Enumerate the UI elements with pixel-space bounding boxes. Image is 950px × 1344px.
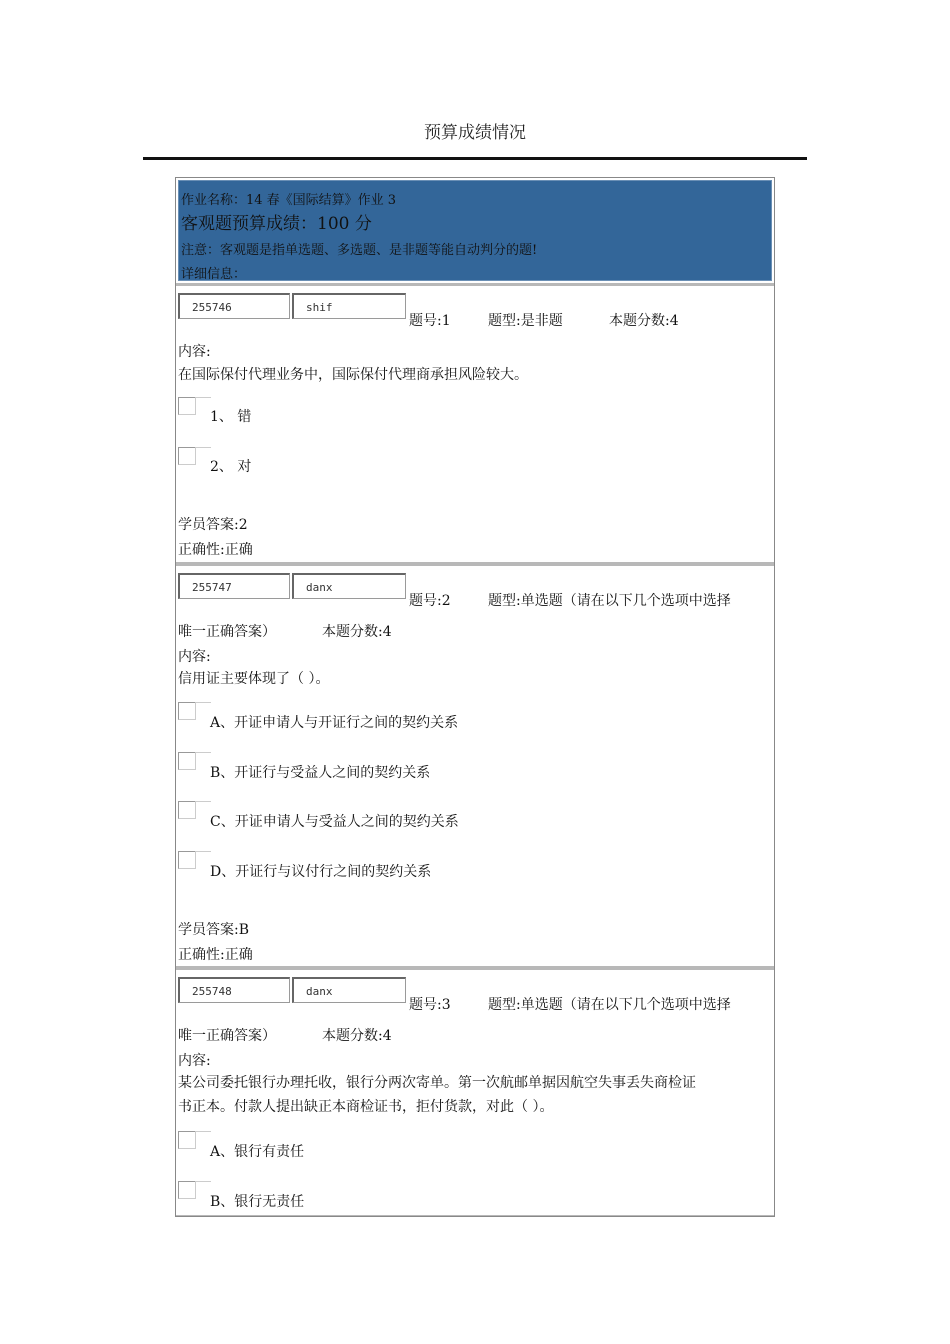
question-type: 题型:是非题 [488,313,563,329]
option-label: 1、 错 [210,409,252,425]
question-content-line-1: 某公司委托银行办理托收，银行分两次寄单。第一次航邮单据因航空失事丢失商检证 [178,1075,696,1091]
question-code-field[interactable]: danx [292,573,406,599]
question-code-field[interactable]: shif [292,293,406,319]
result-panel [175,177,775,1217]
correctness: 正确性:正确 [178,542,253,558]
content-label: 内容: [178,649,211,665]
question-id-field[interactable]: 255748 [178,977,290,1003]
question-score: 本题分数:4 [609,313,679,329]
option-a[interactable] [178,702,196,720]
option-label: B、银行无责任 [210,1194,305,1210]
option-checkbox[interactable] [178,752,196,770]
question-score: 本题分数:4 [322,1028,392,1044]
option-b[interactable] [178,1181,196,1199]
title-divider [143,157,807,160]
question-1 [176,283,774,563]
question-content-line-2: 书正本。付款人提出缺正本商检证书，拒付货款，对此（ ）。 [178,1099,554,1115]
option-label: 2、 对 [210,459,252,475]
question-type-continued: 唯一正确答案） [178,624,276,640]
objective-score: 客观题预算成绩：100 分 [181,214,372,234]
question-number: 题号:2 [409,593,451,609]
question-id-field[interactable]: 255746 [178,293,290,319]
option-checkbox[interactable] [178,801,196,819]
question-number: 题号:3 [409,997,451,1013]
content-label: 内容: [178,344,211,360]
question-score: 本题分数:4 [322,624,392,640]
option-checkbox[interactable] [178,397,196,415]
assignment-name: 作业名称：14 春《国际结算》作业 3 [181,193,397,208]
detail-label: 详细信息： [181,267,247,282]
option-label: A、银行有责任 [210,1144,305,1160]
option-d[interactable] [178,851,196,869]
option-label: B、开证行与受益人之间的契约关系 [210,765,431,781]
option-c[interactable] [178,801,196,819]
question-type-continued: 唯一正确答案） [178,1028,276,1044]
option-1[interactable] [178,397,196,415]
option-checkbox[interactable] [178,1131,196,1149]
option-checkbox[interactable] [178,447,196,465]
option-2[interactable] [178,447,196,465]
question-content: 信用证主要体现了（ ）。 [178,671,330,687]
question-type: 题型:单选题（请在以下几个选项中选择 [488,593,731,609]
option-checkbox[interactable] [178,851,196,869]
assignment-header [178,180,772,281]
option-label: A、开证申请人与开证行之间的契约关系 [210,715,459,731]
student-answer: 学员答案:2 [178,517,248,533]
score-note: 注意：客观题是指单选题、多选题、是非题等能自动判分的题! [181,243,538,258]
correctness: 正确性:正确 [178,947,253,963]
question-number: 题号:1 [409,313,451,329]
option-label: C、开证申请人与受益人之间的契约关系 [210,814,459,830]
option-b[interactable] [178,752,196,770]
question-3 [176,967,774,1216]
question-type: 题型:单选题（请在以下几个选项中选择 [488,997,731,1013]
option-label: D、开证行与议付行之间的契约关系 [210,864,432,880]
content-label: 内容: [178,1053,211,1069]
option-checkbox[interactable] [178,702,196,720]
question-code-field[interactable]: danx [292,977,406,1003]
option-a[interactable] [178,1131,196,1149]
student-answer: 学员答案:B [178,922,250,938]
page-title: 预算成绩情况 [424,123,526,143]
question-id-field[interactable]: 255747 [178,573,290,599]
option-checkbox[interactable] [178,1181,196,1199]
question-content: 在国际保付代理业务中，国际保付代理商承担风险较大。 [178,367,528,383]
question-2 [176,563,774,967]
